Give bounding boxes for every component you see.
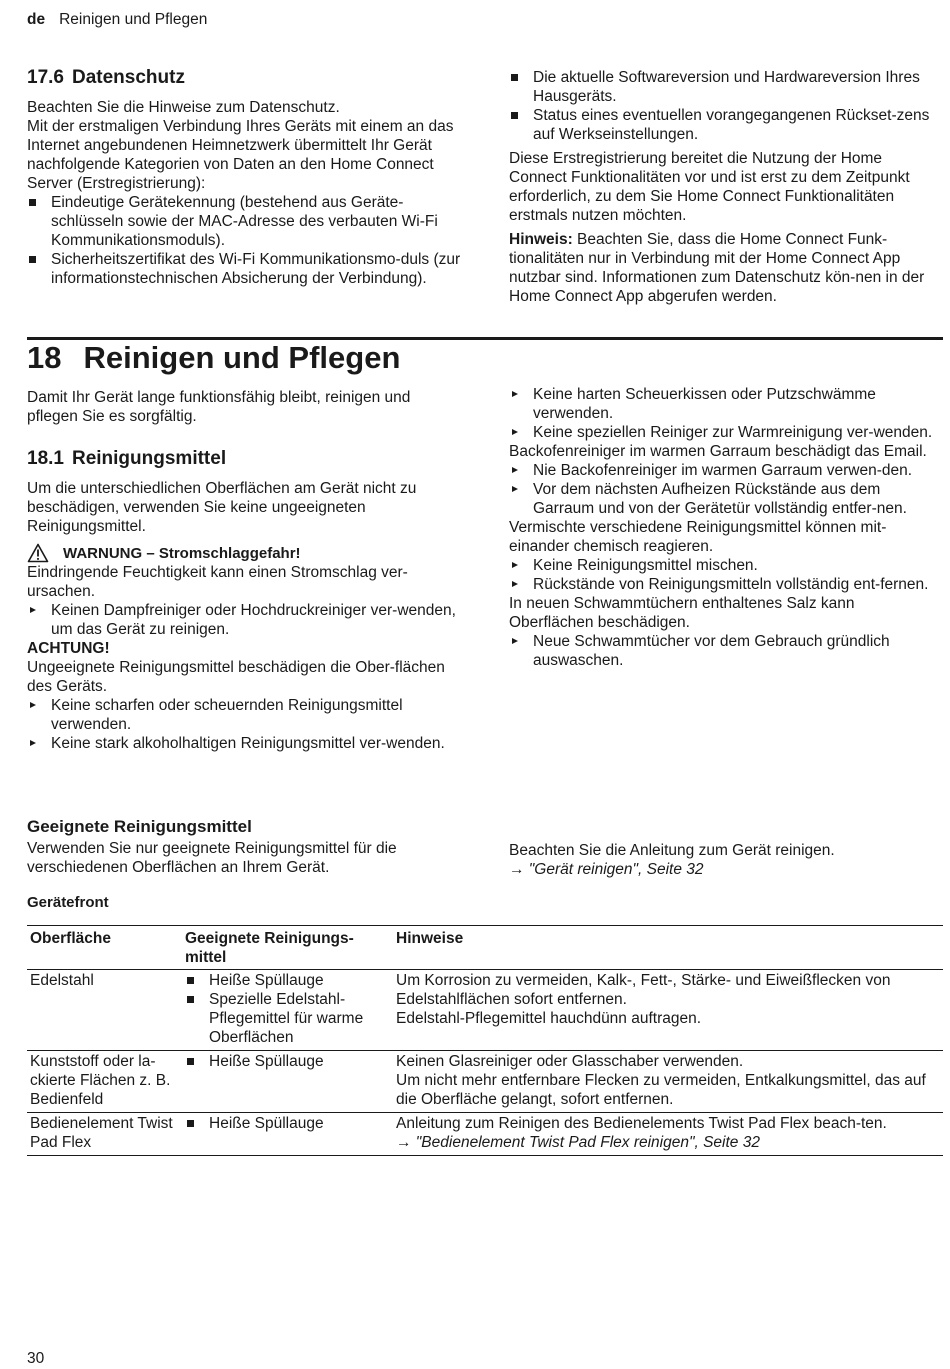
suitable-ref-link[interactable]: → "Gerät reinigen", Seite 32 xyxy=(509,861,704,878)
chapter-18-heading: 18 Reinigen und Pflegen xyxy=(27,340,401,375)
page-header xyxy=(27,10,207,29)
note-link[interactable]: → "Bedienelement Twist Pad Flex reinigen", Seite 32 xyxy=(396,1134,760,1151)
sec-17-6-left xyxy=(27,67,463,288)
table-cell-surface: Kunststoff oder la-ckierte Flächen z. B. Bedienfeld xyxy=(30,1053,171,1108)
table-cell-notes xyxy=(393,970,943,1051)
warning-triangle-icon xyxy=(27,543,49,563)
suitable-ref-text: Beachten Sie die Anleitung zum Gerät reinigen. xyxy=(509,842,835,859)
table-header-row xyxy=(27,926,943,970)
caution4-text: In neuen Schwammtüchern enthaltenes Salz kann Oberflächen beschädigen. xyxy=(509,595,855,631)
table-cell-notes xyxy=(393,1051,943,1113)
sec-18-1-heading: 18.1 Reinigungsmittel xyxy=(27,448,227,469)
table-header-surface: Oberfläche xyxy=(30,930,111,947)
caution4-steps xyxy=(509,632,943,670)
warning-heading: WARNUNG – Stromschlaggefahr! xyxy=(27,543,463,563)
sec-17-6-heading: 17.6 Datenschutz xyxy=(27,67,185,88)
table-row xyxy=(27,970,943,1051)
sec-17-6-list-b xyxy=(509,68,943,144)
header-lang: de xyxy=(27,11,46,28)
table-cell-agents xyxy=(182,1051,393,1113)
suitable-heading: Geeignete Reinigungsmittel xyxy=(27,817,252,836)
sec-17-6-list-a xyxy=(27,193,463,288)
header-title: Reinigen und Pflegen xyxy=(59,11,208,28)
table-subtitle: Gerätefront xyxy=(27,894,109,911)
list-item: Rückstände von Reinigungsmitteln vollständig ent-fernen. xyxy=(509,575,943,594)
sec-17-6-p2: Mit der erstmaligen Verbindung Ihres Geräts mit einem an das Internet angebundenen Heimnetzwerk übermittelt Ihr Gerät nachfolgende Kategorien von Daten an den Home Connect Server (Erstregistrierung): xyxy=(27,118,454,192)
list-item: Keine stark alkoholhaltigen Reinigungsmittel ver-wenden. xyxy=(27,734,463,753)
caution3-steps xyxy=(509,556,943,594)
table-cell-surface: Edelstahl xyxy=(30,972,94,989)
warning-steps xyxy=(27,601,463,639)
list-item: Keine Reinigungsmittel mischen. xyxy=(509,556,943,575)
list-item: Vor dem nächsten Aufheizen Rückstände aus dem Garraum und von der Gerätetür vollständig entfer-nen. xyxy=(509,480,943,518)
caution2-text: Backofenreiniger im warmen Garraum beschädigt das Email. xyxy=(509,443,927,460)
sec-18-1-intro: Um die unterschiedlichen Oberflächen am Gerät nicht zu beschädigen, verwenden Sie keine ungeeigneten Reinigungsmittel. xyxy=(27,480,417,535)
note-label: Hinweis: xyxy=(509,231,573,248)
list-item: Heiße Spüllauge xyxy=(185,1114,390,1133)
note-line: Keinen Glasreiniger oder Glasschaber verwenden. xyxy=(396,1053,744,1070)
table-cell-agents xyxy=(182,970,393,1051)
list-item: Die aktuelle Softwareversion und Hardwareversion Ihres Hausgeräts. xyxy=(509,68,943,106)
sec-17-6-note xyxy=(509,230,943,306)
cleaning-table xyxy=(27,925,943,1156)
sec-18-left xyxy=(27,388,463,753)
list-item: Nie Backofenreiniger im warmen Garraum verwen-den. xyxy=(509,461,943,480)
list-item: Heiße Spüllauge xyxy=(185,971,390,990)
warning-text: Eindringende Feuchtigkeit kann einen Stromschlag ver-ursachen. xyxy=(27,564,408,600)
note-line: Edelstahl-Pflegemittel hauchdünn auftragen. xyxy=(396,1010,702,1027)
table-cell-agents xyxy=(182,1113,393,1156)
page-number: 30 xyxy=(27,1350,45,1367)
chapter-18-intro: Damit Ihr Gerät lange funktionsfähig bleibt, reinigen und pflegen Sie es sorgfältig. xyxy=(27,389,411,425)
table-header-agents: Geeignete Reinigungs-mittel xyxy=(185,930,354,966)
table-cell-notes xyxy=(393,1113,943,1156)
list-item: Keine harten Scheuerkissen oder Putzschwämme verwenden. xyxy=(509,385,943,423)
caution3-text: Vermischte verschiedene Reinigungsmittel können mit-einander chemisch reagieren. xyxy=(509,519,887,555)
caution2-steps xyxy=(509,461,943,518)
list-item: Status eines eventuellen vorangegangenen Rückset-zens auf Werkseinstellungen. xyxy=(509,106,943,144)
list-item: Keinen Dampfreiniger oder Hochdruckreiniger ver-wenden, um das Gerät zu reinigen. xyxy=(27,601,463,639)
sec-17-6-p3: Diese Erstregistrierung bereitet die Nutzung der Home Connect Funktionalitäten vor und ist erst zu dem Zeitpunkt erforderlich, zu dem Sie Home Connect Funktionalitäten erstmals nutzen möchten. xyxy=(509,150,910,224)
note-line: Um Korrosion zu vermeiden, Kalk-, Fett-, Stärke- und Eiweißflecken von Edelstahlflächen sofort entfernen. xyxy=(396,972,891,1008)
table-row xyxy=(27,1051,943,1113)
list-item: Keine scharfen oder scheuernden Reinigungsmittel verwenden. xyxy=(27,696,463,734)
caution-text: Ungeeignete Reinigungsmittel beschädigen die Ober-flächen des Geräts. xyxy=(27,659,445,695)
note-line: Anleitung zum Reinigen des Bedienelements Twist Pad Flex beach-ten. xyxy=(396,1115,887,1132)
list-item: Heiße Spüllauge xyxy=(185,1052,390,1071)
suitable-left xyxy=(27,817,463,877)
list-item: Neue Schwammtücher vor dem Gebrauch gründlich auswaschen. xyxy=(509,632,943,670)
list-item: Eindeutige Gerätekennung (bestehend aus Geräte-schlüsseln sowie der MAC-Adresse des verbauten Wi-Fi Kommunikationsmoduls). xyxy=(27,193,463,250)
suitable-right xyxy=(509,841,943,879)
note-text: Beachten Sie, dass die Home Connect Funk-tionalitäten nur in Verbindung mit der Home Connect App nutzbar sind. Informationen zum Datenschutz kön-nen in der Home Connect App abgerufen werden. xyxy=(509,231,925,305)
sec-17-6-p1: Beachten Sie die Hinweise zum Datenschutz. xyxy=(27,99,340,116)
list-item: Sicherheitszertifikat des Wi-Fi Kommunikationsmo-duls (zur informationstechnischen Absicherung der Verbindung). xyxy=(27,250,463,288)
caution-steps-a xyxy=(27,696,463,753)
table-row xyxy=(27,1113,943,1156)
note-line: Um nicht mehr entfernbare Flecken zu vermeiden, Entkalkungsmittel, das auf die Oberfläche gelangt, sofort entfernen. xyxy=(396,1072,926,1108)
list-item: Keine speziellen Reiniger zur Warmreinigung ver-wenden. xyxy=(509,423,943,442)
sec-17-6-right xyxy=(509,68,943,306)
caution-steps-b xyxy=(509,385,943,442)
suitable-text: Verwenden Sie nur geeignete Reinigungsmittel für die verschiedenen Oberflächen an Ihrem Gerät. xyxy=(27,840,397,876)
sec-18-right xyxy=(509,385,943,670)
list-item: Spezielle Edelstahl-Pflegemittel für warme Oberflächen xyxy=(185,990,390,1047)
caution-heading: ACHTUNG! xyxy=(27,640,110,657)
table-header-notes: Hinweise xyxy=(396,930,464,947)
table-cell-surface: Bedienelement Twist Pad Flex xyxy=(30,1115,173,1151)
